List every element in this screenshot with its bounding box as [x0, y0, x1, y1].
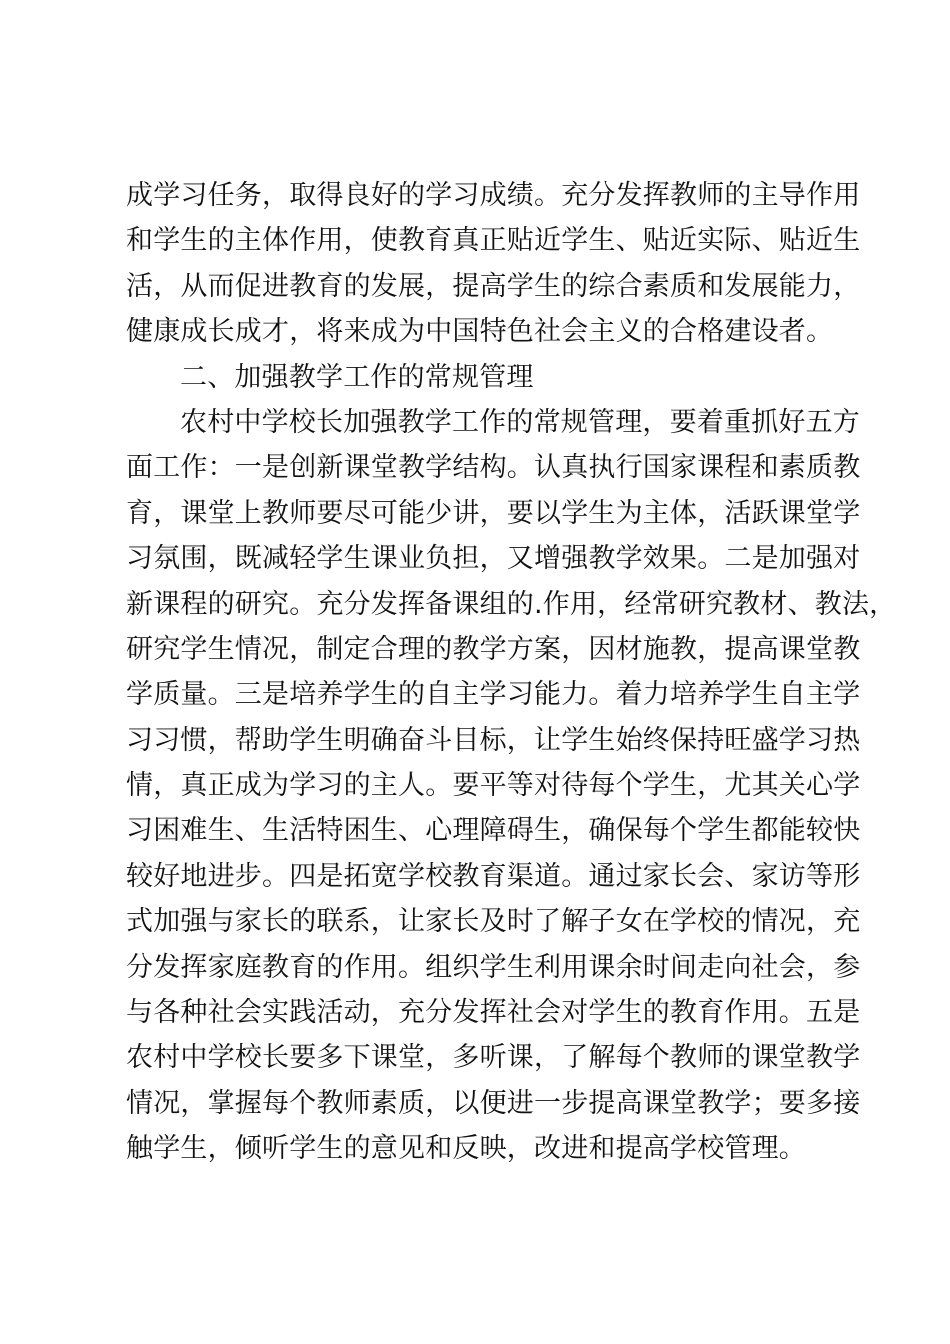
- paragraph-line: 与各种社会实践活动，充分发挥社会对学生的教育作用。五是: [126, 997, 861, 1029]
- paragraph-line: 习困难生、生活特困生、心理障碍生，确保每个学生都能较快: [126, 815, 861, 847]
- paragraph-line: 和学生的主体作用，使教育真正贴近学生、贴近实际、贴近生: [126, 225, 861, 257]
- paragraph-line: 分发挥家庭教育的作用。组织学生利用课余时间走向社会，参: [126, 951, 861, 983]
- paragraph-line: 触学生，倾听学生的意见和反映，改进和提高学校管理。: [126, 1133, 806, 1165]
- section-heading: 二、加强教学工作的常规管理: [180, 361, 534, 393]
- paragraph-line: 面工作：一是创新课堂教学结构。认真执行国家课程和素质教: [126, 452, 861, 484]
- paragraph-line: 新课程的研究。充分发挥备课组的.作用，经常研究教材、教法，: [126, 588, 897, 620]
- paragraph-line: 式加强与家长的联系，让家长及时了解子女在学校的情况，充: [126, 906, 861, 938]
- paragraph-line: 情况，掌握每个教师素质，以便进一步提高课堂教学；要多接: [126, 1087, 861, 1119]
- paragraph-line: 成学习任务，取得良好的学习成绩。充分发挥教师的主导作用: [126, 180, 861, 211]
- paragraph-line: 育，课堂上教师要尽可能少讲，要以学生为主体，活跃课堂学: [126, 497, 861, 529]
- paragraph-line: 农村中学校长加强教学工作的常规管理，要着重抓好五方: [180, 406, 860, 438]
- paragraph-line: 学质量。三是培养学生的自主学习能力。着力培养学生自主学: [126, 679, 861, 711]
- paragraph-line: 习习惯，帮助学生明确奋斗目标，让学生始终保持旺盛学习热: [126, 724, 861, 756]
- paragraph-line: 较好地进步。四是拓宽学校教育渠道。通过家长会、家访等形: [126, 860, 861, 892]
- paragraph-line: 情，真正成为学习的主人。要平等对待每个学生，尤其关心学: [126, 770, 861, 802]
- paragraph-line: 研究学生情况，制定合理的教学方案，因材施教，提高课堂教: [126, 633, 861, 665]
- paragraph-line: 习氛围，既减轻学生课业负担，又增强教学效果。二是加强对: [126, 543, 861, 575]
- paragraph-line: 健康成长成才，将来成为中国特色社会主义的合格建设者。: [126, 316, 834, 348]
- paragraph-line: 活，从而促进教育的发展，提高学生的综合素质和发展能力，: [126, 270, 861, 302]
- paragraph-line: 农村中学校长要多下课堂，多听课，了解每个教师的课堂教学: [126, 1042, 861, 1074]
- document-body: [126, 173, 897, 1172]
